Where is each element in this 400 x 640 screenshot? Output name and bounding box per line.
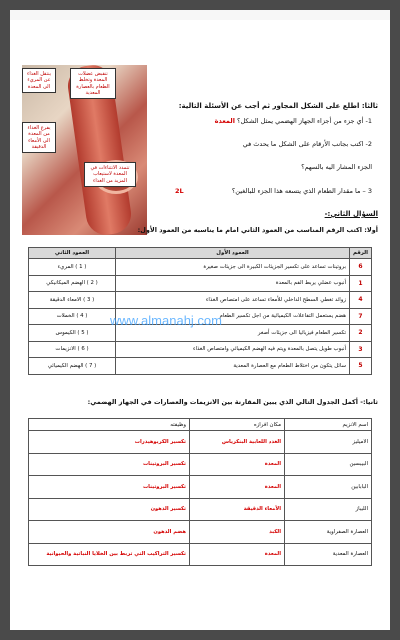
row-description: سائل يتكون من اختلاط الطعام مع العصارة المعدية [116, 358, 350, 375]
header-function: وظيفته [29, 419, 190, 431]
part-one-instructions: أولا: اكتب الرقم المناسب من العمود الثاني امام ما يناسبه من العمود الأول: [137, 226, 378, 234]
table-row [29, 341, 372, 358]
enzymes-table-header [29, 419, 372, 431]
enzyme-place: المعدة [190, 543, 285, 566]
row-number: 1 [350, 275, 372, 292]
row-option: ( 5 ) الكيموس [29, 325, 116, 342]
table-row [29, 453, 372, 476]
row-description: أنبوب عضلي يربط الفم بالمعدة [116, 275, 350, 292]
question-2: 2- اكتب بجانب الأرقام على الشكل ما يحدث في [242, 140, 372, 148]
row-option: ( 7 ) الهضم الكيميائي [29, 358, 116, 375]
enzyme-name: البيبسين [285, 453, 372, 476]
enzyme-name: العصارة المعدية [285, 543, 372, 566]
question-1-text: 1- أي جزء من أجزاء الجهاز الهضمي يمثل الشكل؟ [237, 117, 372, 125]
row-number: 6 [350, 259, 372, 276]
table-row [29, 521, 372, 544]
row-number: 5 [350, 358, 372, 375]
row-description: زوائد تغطي السطح الداخلي للأمعاء تساعد على امتصاص الغذاء [116, 292, 350, 309]
row-option: ( 1 ) المريء [29, 259, 116, 276]
enzyme-name: البابابين [285, 476, 372, 499]
enzyme-name: الليباز [285, 498, 372, 521]
row-option: ( 2 ) الهضم الميكانيكي [29, 275, 116, 292]
table-row [29, 292, 372, 309]
question-1 [215, 117, 372, 125]
enzyme-function: تكسير الكربوهيدرات [29, 431, 190, 454]
header-secretion-place: مكان افرازه [190, 419, 285, 431]
enzyme-name: العصارة الصفراوية [285, 521, 372, 544]
enzyme-place: الغدد اللعابية البنكرياس [190, 431, 285, 454]
table-row [29, 498, 372, 521]
row-description: تكسير الطعام فيزيائيا الى جزيئات أصغر [116, 325, 350, 342]
enzymes-table [28, 418, 372, 566]
question-3-answer: 2L [175, 187, 184, 195]
table-row [29, 431, 372, 454]
row-description: أنبوب طويل يتصل بالمعدة ويتم فيه الهضم الكيميائي وامتصاص الغذاء [116, 341, 350, 358]
question-two-heading: السؤال الثاني:- [324, 210, 378, 218]
section-three-title: ثالثا: اطلع على الشكل المجاور ثم أجب عن الأسئلة التالية: [178, 102, 378, 110]
matching-table-header [29, 248, 372, 259]
enzyme-name: الاميليز [285, 431, 372, 454]
table-row [29, 476, 372, 499]
row-number: 3 [350, 341, 372, 358]
callout-4: تتمدد الانثناءات في المعدة لاستيعاب المزيد من الغذاء [84, 162, 136, 187]
header-number: الرقم [350, 248, 372, 259]
enzyme-function: تكسير البروتينات [29, 453, 190, 476]
enzyme-place: الكبد [190, 521, 285, 544]
matching-table [28, 247, 372, 375]
callout-1: ينتقل الغذاء عن المريء الى المعدة [22, 68, 56, 93]
enzyme-place: الأمعاء الدقيقة [190, 498, 285, 521]
enzyme-function: تكسير البروتينات [29, 476, 190, 499]
table-row [29, 259, 372, 276]
page-top-margin [10, 10, 390, 20]
enzyme-place: المعدة [190, 453, 285, 476]
site-watermark: www.almanahj.com [110, 313, 222, 328]
header-column-one: العمود الأول [116, 248, 350, 259]
question-1-answer: المعدة [214, 117, 235, 125]
question-3: 3 – ما مقدار الطعام الذي يتسعه هذا الجزء للبالغين؟ [231, 187, 372, 195]
enzyme-place: المعدة [190, 476, 285, 499]
enzyme-function: تكسير التراكيب التي تربط بين الخلايا النباتية والحيوانية [29, 543, 190, 566]
row-number: 4 [350, 292, 372, 309]
row-description: بروتينات تساعد على تكسير الجزيئات الكبيرة الى جزيئات صغيرة [116, 259, 350, 276]
row-option: ( 4 ) الخملات [29, 308, 116, 325]
enzyme-function: هضم الدهون [29, 521, 190, 544]
worksheet-page [10, 10, 390, 630]
enzyme-function: تكسير الدهون [29, 498, 190, 521]
question-2-continued: الجزء المشار اليه بالسهم؟ [301, 163, 372, 171]
callout-3: يفرغ الغذاء من المعدة الى الأمعاء الدقيقة [22, 122, 56, 153]
row-description: هضم يستعمل التفاعلات الكيميائية من اجل تكسير الطعام [116, 308, 350, 325]
row-number: 2 [350, 325, 372, 342]
row-option: ( 3 ) الامعاء الدقيقة [29, 292, 116, 309]
part-two-instructions: ثانيا:- أكمل الجدول التالي الذي يبين المقارنة بين الانزيمات والعصارات في الجهاز الهضمي: [87, 398, 378, 406]
table-row [29, 543, 372, 566]
table-row [29, 358, 372, 375]
table-row [29, 275, 372, 292]
header-column-two: العمود الثاني [29, 248, 116, 259]
row-option: ( 6 ) الانزيمات [29, 341, 116, 358]
row-number: 7 [350, 308, 372, 325]
callout-2: تنقبض عضلات المعدة وتخلط الطعام بالعصارة المعدية [70, 68, 116, 99]
header-enzyme-name: اسم الانزيم [285, 419, 372, 431]
